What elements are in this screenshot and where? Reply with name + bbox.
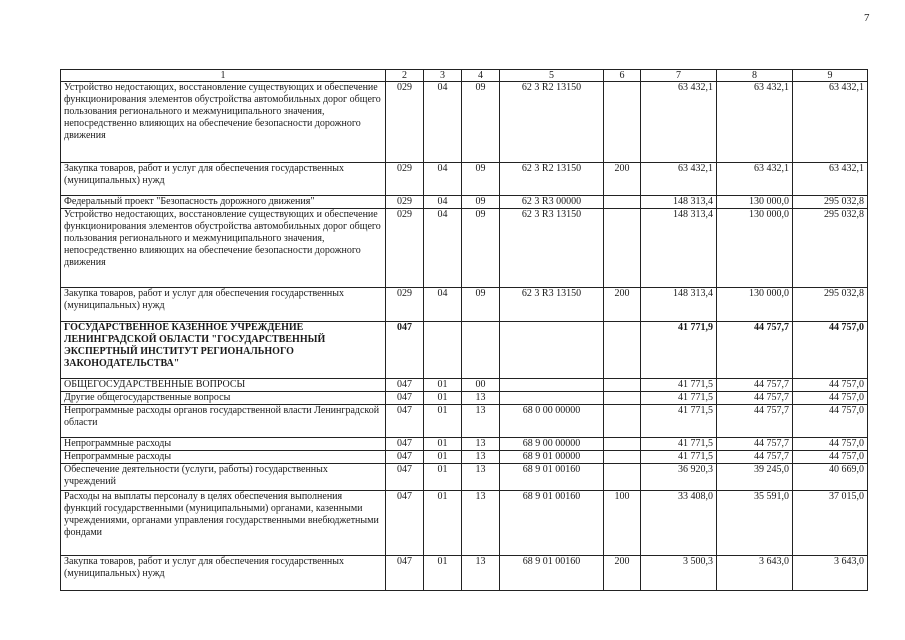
header-cell: 7 xyxy=(641,70,717,82)
amount-col7-cell: 41 771,5 xyxy=(641,438,717,451)
page-number: 7 xyxy=(864,12,870,24)
table-row xyxy=(61,288,868,322)
row-name-cell: Расходы на выплаты персоналу в целях обеспечения выполнения функций государственными (муниципальными) органами, казенными учреждениями, органами управления государственными внебюджетными фондами xyxy=(61,491,386,556)
amount-col9-cell: 63 432,1 xyxy=(793,163,868,196)
row-name-cell: Непрограммные расходы xyxy=(61,451,386,464)
table-row xyxy=(61,556,868,591)
admin-code-cell: 047 xyxy=(386,438,424,451)
header-cell: 5 xyxy=(500,70,604,82)
amount-col9-cell: 295 032,8 xyxy=(793,209,868,288)
budget-table xyxy=(60,69,868,591)
expense-type-cell xyxy=(604,379,641,392)
admin-code-cell: 047 xyxy=(386,322,424,379)
admin-code-cell: 029 xyxy=(386,163,424,196)
subsection-cell: 13 xyxy=(462,392,500,405)
amount-col9-cell: 44 757,0 xyxy=(793,392,868,405)
subsection-cell: 13 xyxy=(462,556,500,591)
admin-code-cell: 047 xyxy=(386,451,424,464)
expense-type-cell: 100 xyxy=(604,491,641,556)
target-article-cell xyxy=(500,379,604,392)
amount-col8-cell: 44 757,7 xyxy=(717,405,793,438)
section-cell: 04 xyxy=(424,209,462,288)
amount-col8-cell: 39 245,0 xyxy=(717,464,793,491)
table-row xyxy=(61,491,868,556)
amount-col7-cell: 36 920,3 xyxy=(641,464,717,491)
admin-code-cell: 047 xyxy=(386,405,424,438)
section-cell: 01 xyxy=(424,556,462,591)
amount-col8-cell: 63 432,1 xyxy=(717,163,793,196)
section-cell: 01 xyxy=(424,491,462,556)
expense-type-cell xyxy=(604,82,641,163)
table-row xyxy=(61,438,868,451)
section-cell: 04 xyxy=(424,82,462,163)
table-row xyxy=(61,196,868,209)
header-row xyxy=(61,70,868,82)
row-name-cell: Закупка товаров, работ и услуг для обеспечения государственных (муниципальных) нужд xyxy=(61,556,386,591)
target-article-cell: 68 9 01 00160 xyxy=(500,556,604,591)
row-name-cell: Устройство недостающих, восстановление существующих и обеспечение функционирования элементов обустройства автомобильных дорог общего пользования регионального и межмуниципального значения, непосредственно влияющих на обеспечение безопасности дорожного движения xyxy=(61,209,386,288)
subsection-cell: 09 xyxy=(462,82,500,163)
section-cell: 04 xyxy=(424,163,462,196)
row-name-cell: Закупка товаров, работ и услуг для обеспечения государственных (муниципальных) нужд xyxy=(61,288,386,322)
subsection-cell: 09 xyxy=(462,163,500,196)
amount-col8-cell: 44 757,7 xyxy=(717,392,793,405)
amount-col7-cell: 63 432,1 xyxy=(641,163,717,196)
amount-col9-cell: 295 032,8 xyxy=(793,288,868,322)
amount-col8-cell: 44 757,7 xyxy=(717,379,793,392)
amount-col9-cell: 44 757,0 xyxy=(793,438,868,451)
target-article-cell: 62 3 R3 00000 xyxy=(500,196,604,209)
target-article-cell: 68 9 01 00160 xyxy=(500,464,604,491)
section-cell: 01 xyxy=(424,451,462,464)
amount-col9-cell: 3 643,0 xyxy=(793,556,868,591)
amount-col8-cell: 44 757,7 xyxy=(717,322,793,379)
admin-code-cell: 047 xyxy=(386,464,424,491)
target-article-cell: 68 0 00 00000 xyxy=(500,405,604,438)
subsection-cell: 13 xyxy=(462,438,500,451)
amount-col8-cell: 44 757,7 xyxy=(717,451,793,464)
table-row xyxy=(61,82,868,163)
amount-col7-cell: 148 313,4 xyxy=(641,196,717,209)
subsection-cell: 13 xyxy=(462,464,500,491)
admin-code-cell: 047 xyxy=(386,379,424,392)
header-cell: 2 xyxy=(386,70,424,82)
subsection-cell: 13 xyxy=(462,451,500,464)
header-cell: 9 xyxy=(793,70,868,82)
admin-code-cell: 029 xyxy=(386,288,424,322)
amount-col9-cell: 44 757,0 xyxy=(793,322,868,379)
row-name-cell: ГОСУДАРСТВЕННОЕ КАЗЕННОЕ УЧРЕЖДЕНИЕ ЛЕНИНГРАДСКОЙ ОБЛАСТИ "ГОСУДАРСТВЕННЫЙ ЭКСПЕРТНЫЙ ИНСТИТУТ РЕГИОНАЛЬНОГО ЗАКОНОДАТЕЛЬСТВА" xyxy=(61,322,386,379)
target-article-cell xyxy=(500,322,604,379)
amount-col8-cell: 3 643,0 xyxy=(717,556,793,591)
section-cell: 01 xyxy=(424,392,462,405)
expense-type-cell xyxy=(604,405,641,438)
header-cell: 4 xyxy=(462,70,500,82)
amount-col7-cell: 41 771,5 xyxy=(641,392,717,405)
table-row xyxy=(61,451,868,464)
target-article-cell: 62 3 R3 13150 xyxy=(500,288,604,322)
row-name-cell: Непрограммные расходы xyxy=(61,438,386,451)
amount-col7-cell: 41 771,9 xyxy=(641,322,717,379)
admin-code-cell: 047 xyxy=(386,392,424,405)
table-row xyxy=(61,405,868,438)
subsection-cell: 13 xyxy=(462,405,500,438)
section-cell: 01 xyxy=(424,438,462,451)
target-article-cell: 62 3 R2 13150 xyxy=(500,82,604,163)
amount-col9-cell: 44 757,0 xyxy=(793,405,868,438)
subsection-cell: 09 xyxy=(462,196,500,209)
amount-col9-cell: 295 032,8 xyxy=(793,196,868,209)
subsection-cell xyxy=(462,322,500,379)
admin-code-cell: 029 xyxy=(386,196,424,209)
amount-col9-cell: 37 015,0 xyxy=(793,491,868,556)
amount-col8-cell: 35 591,0 xyxy=(717,491,793,556)
section-cell xyxy=(424,322,462,379)
section-cell: 04 xyxy=(424,196,462,209)
subsection-cell: 09 xyxy=(462,288,500,322)
table-row xyxy=(61,322,868,379)
target-article-cell: 68 9 01 00160 xyxy=(500,491,604,556)
row-name-cell: Другие общегосударственные вопросы xyxy=(61,392,386,405)
subsection-cell: 13 xyxy=(462,491,500,556)
header-cell: 1 xyxy=(61,70,386,82)
target-article-cell xyxy=(500,392,604,405)
amount-col7-cell: 63 432,1 xyxy=(641,82,717,163)
amount-col7-cell: 41 771,5 xyxy=(641,379,717,392)
amount-col7-cell: 148 313,4 xyxy=(641,209,717,288)
table-row xyxy=(61,209,868,288)
admin-code-cell: 047 xyxy=(386,556,424,591)
amount-col7-cell: 41 771,5 xyxy=(641,405,717,438)
expense-type-cell xyxy=(604,438,641,451)
header-cell: 3 xyxy=(424,70,462,82)
target-article-cell: 68 9 00 00000 xyxy=(500,438,604,451)
target-article-cell: 62 3 R3 13150 xyxy=(500,209,604,288)
expense-type-cell: 200 xyxy=(604,556,641,591)
section-cell: 01 xyxy=(424,405,462,438)
admin-code-cell: 029 xyxy=(386,82,424,163)
expense-type-cell xyxy=(604,451,641,464)
amount-col9-cell: 63 432,1 xyxy=(793,82,868,163)
expense-type-cell xyxy=(604,392,641,405)
table-row xyxy=(61,392,868,405)
row-name-cell: Закупка товаров, работ и услуг для обеспечения государственных (муниципальных) нужд xyxy=(61,163,386,196)
expense-type-cell: 200 xyxy=(604,288,641,322)
row-name-cell: Федеральный проект "Безопасность дорожного движения" xyxy=(61,196,386,209)
expense-type-cell xyxy=(604,209,641,288)
admin-code-cell: 029 xyxy=(386,209,424,288)
expense-type-cell xyxy=(604,196,641,209)
table-row xyxy=(61,379,868,392)
header-cell: 6 xyxy=(604,70,641,82)
subsection-cell: 00 xyxy=(462,379,500,392)
section-cell: 04 xyxy=(424,288,462,322)
header-cell: 8 xyxy=(717,70,793,82)
amount-col7-cell: 148 313,4 xyxy=(641,288,717,322)
table-row xyxy=(61,163,868,196)
amount-col9-cell: 44 757,0 xyxy=(793,379,868,392)
section-cell: 01 xyxy=(424,379,462,392)
amount-col8-cell: 63 432,1 xyxy=(717,82,793,163)
target-article-cell: 68 9 01 00000 xyxy=(500,451,604,464)
amount-col9-cell: 40 669,0 xyxy=(793,464,868,491)
admin-code-cell: 047 xyxy=(386,491,424,556)
amount-col8-cell: 130 000,0 xyxy=(717,288,793,322)
amount-col8-cell: 130 000,0 xyxy=(717,196,793,209)
amount-col7-cell: 3 500,3 xyxy=(641,556,717,591)
amount-col7-cell: 33 408,0 xyxy=(641,491,717,556)
table-row xyxy=(61,464,868,491)
section-cell: 01 xyxy=(424,464,462,491)
amount-col7-cell: 41 771,5 xyxy=(641,451,717,464)
row-name-cell: Обеспечение деятельности (услуги, работы) государственных учреждений xyxy=(61,464,386,491)
expense-type-cell xyxy=(604,464,641,491)
amount-col9-cell: 44 757,0 xyxy=(793,451,868,464)
expense-type-cell: 200 xyxy=(604,163,641,196)
subsection-cell: 09 xyxy=(462,209,500,288)
row-name-cell: Устройство недостающих, восстановление существующих и обеспечение функционирования элементов обустройства автомобильных дорог общего пользования регионального и межмуниципального значения, непосредственно влияющих на обеспечение безопасности дорожного движения xyxy=(61,82,386,163)
target-article-cell: 62 3 R2 13150 xyxy=(500,163,604,196)
row-name-cell: ОБЩЕГОСУДАРСТВЕННЫЕ ВОПРОСЫ xyxy=(61,379,386,392)
expense-type-cell xyxy=(604,322,641,379)
amount-col8-cell: 44 757,7 xyxy=(717,438,793,451)
amount-col8-cell: 130 000,0 xyxy=(717,209,793,288)
row-name-cell: Непрограммные расходы органов государственной власти Ленинградской области xyxy=(61,405,386,438)
